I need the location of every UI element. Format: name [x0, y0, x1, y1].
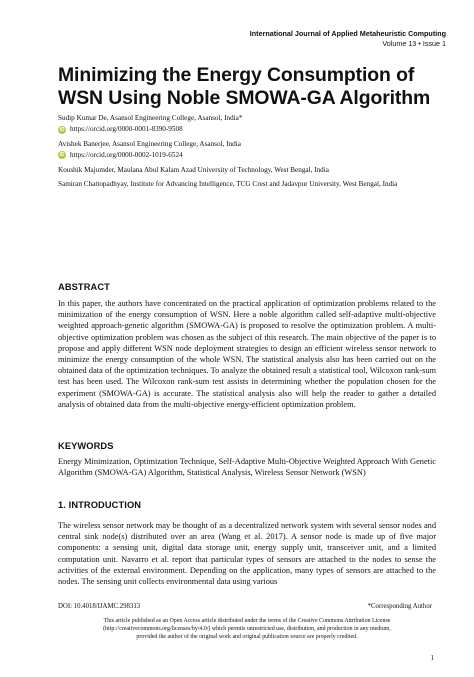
- author-2-orcid: [58, 149, 458, 161]
- license-line-3: provided the author of the original work and original publication source are properly credited.: [136, 634, 358, 641]
- author-1-orcid: [58, 124, 458, 136]
- orcid-link[interactable]: https://orcid.org/0000-0002-1019-6524: [70, 150, 183, 159]
- abstract-heading: ABSTRACT: [58, 282, 110, 292]
- journal-name: International Journal of Applied Metaheuristic Computing: [249, 29, 446, 38]
- keywords-text: Energy Minimization, Optimization Technique, Self-Adaptive Multi-Objective Weighted Approach With Genetic Algorithm (SMOWA-GA) Algorithm, Statistical Analysis, Wireless Sensor Network (WSN): [58, 457, 436, 478]
- orcid-icon: iD: [59, 126, 65, 133]
- abstract-text: In this paper, the authors have concentrated on the practical application of optimization problems related to the minimization of the energy consumption of WSN. Here a noble algorithm called self-adaptive multi-objective weighted approach-genetic algorithm (SMOWA-GA) is proposed to resolve the optimization problem. A multi-objective optimization problem was chosen as the subject of this research. The main objective of the paper is to propose and apply different WSN node deployment strategies to design an efficient wireless sensor network to minimize the energy consumption of the whole WSN. The statistical analysis also has been carried out on the obtained data of the optimization techniques. To analyze the obtained result a statistical tool, Wilcoxon rank-sum test has been used. The Wilcoxon rank-sum test assists in determining whether the population chosen for the experiment (SMOWA-GA) is accurate. The statistical analysis also will help the reader to gather a detailed analysis of obtained data from the multi-objective energy-efficient optimization problem.: [58, 299, 436, 409]
- keywords-heading: KEYWORDS: [58, 441, 114, 451]
- author-1: Sudip Kumar De, Asansol Engineering College, Asansol, India*: [58, 114, 243, 122]
- introduction-text: The wireless sensor network may be thought of as a decentralized network system with several sensor nodes and central sink node(s) distributed over an area (Wang et al. 2017). A sensor node is made up of five major components: a sensing unit, digital data storage unit, energy supply unit, transceiver unit, and a limited computation unit. Navarro et al. report that particular types of sensors are attached to the nodes to sense the activities of the external environment. Depending on the application, many types of sensors are attached to the nodes. The sensing unit collects environmental data using various: [58, 521, 436, 587]
- orcid-icon: iD: [59, 152, 65, 158]
- license-line-2: (http://creativecommons.org/licenses/by/4.0/) which permits unrestricted use, distribution, and production in any medium,: [103, 626, 391, 633]
- journal-header: [250, 29, 446, 49]
- author-list: [58, 113, 458, 189]
- page-number: 1: [430, 654, 434, 662]
- title-line-1: Minimizing the Energy Consumption of: [58, 64, 415, 86]
- corresponding-author-note: *Corresponding Author: [367, 603, 432, 610]
- title-line-2: WSN Using Noble SMOWA-GA Algorithm: [58, 86, 431, 109]
- author-4: Samiran Chattopadhyay, Institute for Advancing Intelligence, TCG Crest and Jadavpur University, West Bengal, India: [58, 179, 398, 188]
- doi: DOI: 10.4018/IJAMC.298313: [58, 603, 141, 610]
- author-3: Koushik Majumder, Maulana Abul Kalam Azad University of Technology, West Bengal, India: [58, 166, 329, 174]
- orcid-link[interactable]: https://orcid.org/0000-0001-8390-9508: [70, 125, 183, 134]
- paper-title: [58, 64, 458, 109]
- introduction-heading: 1. INTRODUCTION: [58, 500, 142, 510]
- license-note: [58, 617, 436, 642]
- author-2: Avishek Banerjee, Asansol Engineering College, Asansol, India: [58, 139, 241, 148]
- volume-issue: Volume 13 • Issue 1: [382, 39, 446, 48]
- license-line-1: This article published as an Open Access article distributed under the terms of the Creative Commons Attribution License: [103, 618, 391, 624]
